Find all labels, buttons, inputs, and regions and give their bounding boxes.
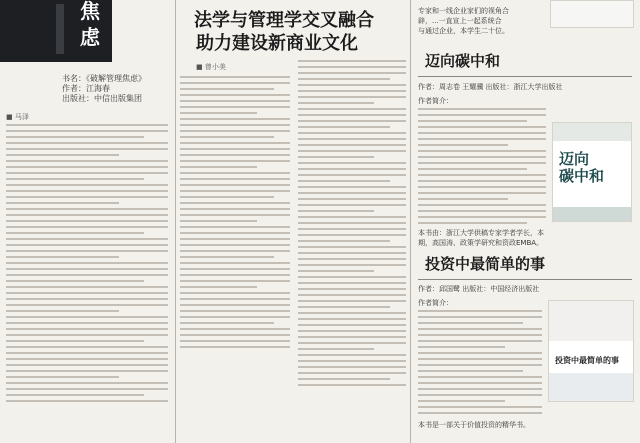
book2-cover-title: 投资中最简单的事 [555, 355, 619, 365]
cover-title: 焦虑 [80, 0, 100, 49]
book-cover-left [0, 0, 112, 62]
middle-headline-line1: 法学与管理学交叉融合 [194, 10, 374, 31]
book-name: 书名：《破解管理焦虑》 [62, 74, 146, 83]
middle-headline-line2: 助力建设新商业文化 [196, 33, 358, 54]
book1-intro-label: 作者简介： [418, 97, 453, 105]
book1-intro-text [418, 108, 546, 228]
right-top-quote: 专家和一线企业家们的视角合 辟，...一直宣上一起系统合 与通过企业，本学生二十位。 [418, 7, 509, 35]
book2-heading-rule [418, 279, 632, 280]
book2-heading: 投资中最简单的事 [425, 255, 546, 273]
cover-spine-strip [56, 4, 64, 54]
middle-article-text-a [180, 76, 290, 352]
book1-heading: 迈向碳中和 [425, 52, 501, 70]
book1-quote: 本书由：浙江大学供稿专家学者学长，本期，高国涛、政策学研究和资政EMBA。 [418, 229, 544, 247]
book1-cover-title: 迈向 碳中和 [559, 150, 605, 185]
middle-byline: ■ 曾小美 [196, 63, 226, 71]
book1-meta: 作者：周志卷 王耀骥 出版社：浙江大学出版社 [418, 83, 563, 91]
left-byline: ■ 马泽 [6, 113, 29, 121]
book1-cover [552, 122, 632, 222]
column-divider-2 [410, 0, 411, 443]
book2-intro-text [418, 310, 542, 418]
book2-cover [548, 300, 634, 402]
book2-quote: 本书是一部关于价值投资的精华书。 [418, 421, 530, 429]
book1-heading-rule [418, 76, 632, 77]
book-publisher: 出版社：中信出版集团 [62, 94, 142, 103]
column-divider-1 [175, 0, 176, 443]
book2-meta: 作者：邱国鹭 出版社：中国经济出版社 [418, 285, 540, 293]
book-cover-top-right [550, 0, 634, 28]
book-meta-left [62, 74, 146, 104]
book2-intro-label: 作者简介： [418, 299, 453, 307]
book-author: 作者：江海春 [62, 84, 110, 93]
middle-article-text-b [298, 60, 406, 390]
left-article-text [6, 124, 168, 406]
